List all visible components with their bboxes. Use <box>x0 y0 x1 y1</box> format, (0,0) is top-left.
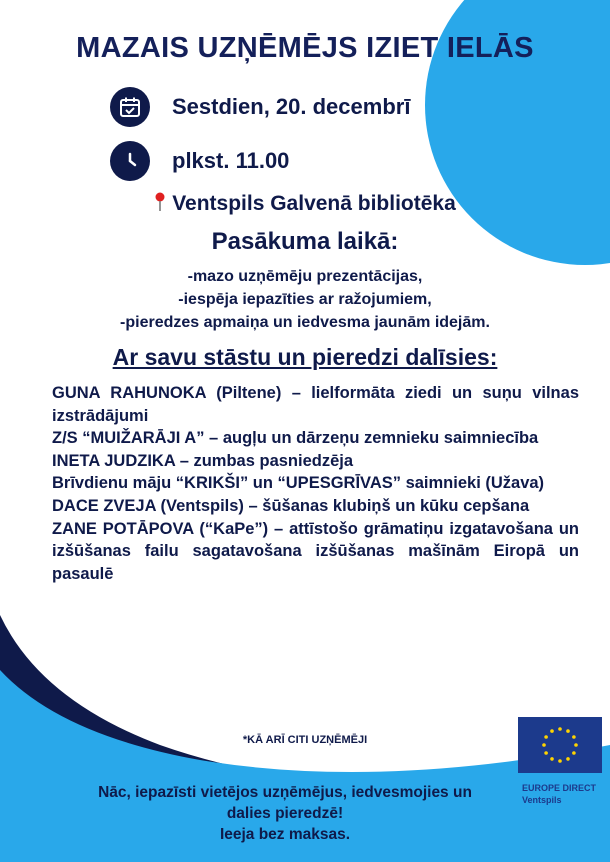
also-note: *KĀ ARĪ CITI UZŅĒMĒJI <box>242 734 368 746</box>
participant-item: GUNA RAHUNOKA (Piltene) – lielformāta ziedi un suņu vilnas izstrādājumi <box>52 384 579 425</box>
participants-list <box>52 382 579 585</box>
participant-item: Z/S “MUIŽARĀJI A” – augļu un dārzeņu zemnieku saimniecība <box>52 429 539 448</box>
clock-icon <box>110 141 150 181</box>
pin-icon <box>154 192 166 212</box>
europe-direct-city: Ventspils <box>522 795 562 805</box>
eu-flag-icon <box>518 717 602 773</box>
participant-item: ZANE POTĀPOVA (“KaPe”) – attīstošo grāmatiņu izgatavošana un izšūšanas failu sagatavošana izšūšanas mašīnām Eiropā un pasaulē <box>52 519 579 583</box>
location-line <box>0 192 610 216</box>
event-date: Sestdien, 20. decembrī <box>172 94 411 119</box>
date-row <box>110 87 410 127</box>
europe-direct-label: EUROPE DIRECT <box>522 783 597 793</box>
footer-line: Ieeja bez maksas. <box>219 826 351 843</box>
activity-item: -mazo uzņēmēju prezentācijas, <box>187 268 423 285</box>
event-time: plkst. 11.00 <box>172 148 290 173</box>
share-heading: Ar savu stāstu un pieredzi dalīsies: <box>112 344 498 370</box>
time-row <box>110 141 289 181</box>
footer-line: Nāc, iepazīsti vietējos uzņēmējus, iedvesmojies un <box>98 784 472 801</box>
footer-text <box>40 782 530 845</box>
activity-item: -iespēja iepazīties ar ražojumiem, <box>178 291 432 308</box>
participant-item: INETA JUDZIKA – zumbas pasniedzēja <box>52 451 354 470</box>
calendar-icon <box>110 87 150 127</box>
participant-item: Brīvdienu māju “KRIKŠI” un “UPESGRĪVAS” saimnieki (Užava) <box>52 474 545 493</box>
page-title: MAZAIS UZŅĒMĒJS IZIET IELĀS <box>76 32 534 64</box>
footer-line: dalies pieredzē! <box>226 805 344 822</box>
participant-item: DACE ZVEJA (Ventspils) – šūšanas klubiņš un kūku cepšana <box>52 496 530 515</box>
activity-item: -pieredzes apmaiņa un iedvesma jaunām idejām. <box>120 314 490 331</box>
activities-list <box>0 265 610 334</box>
during-heading: Pasākuma laikā: <box>211 228 399 255</box>
event-location: Ventspils Galvenā bibliotēka <box>172 192 456 215</box>
